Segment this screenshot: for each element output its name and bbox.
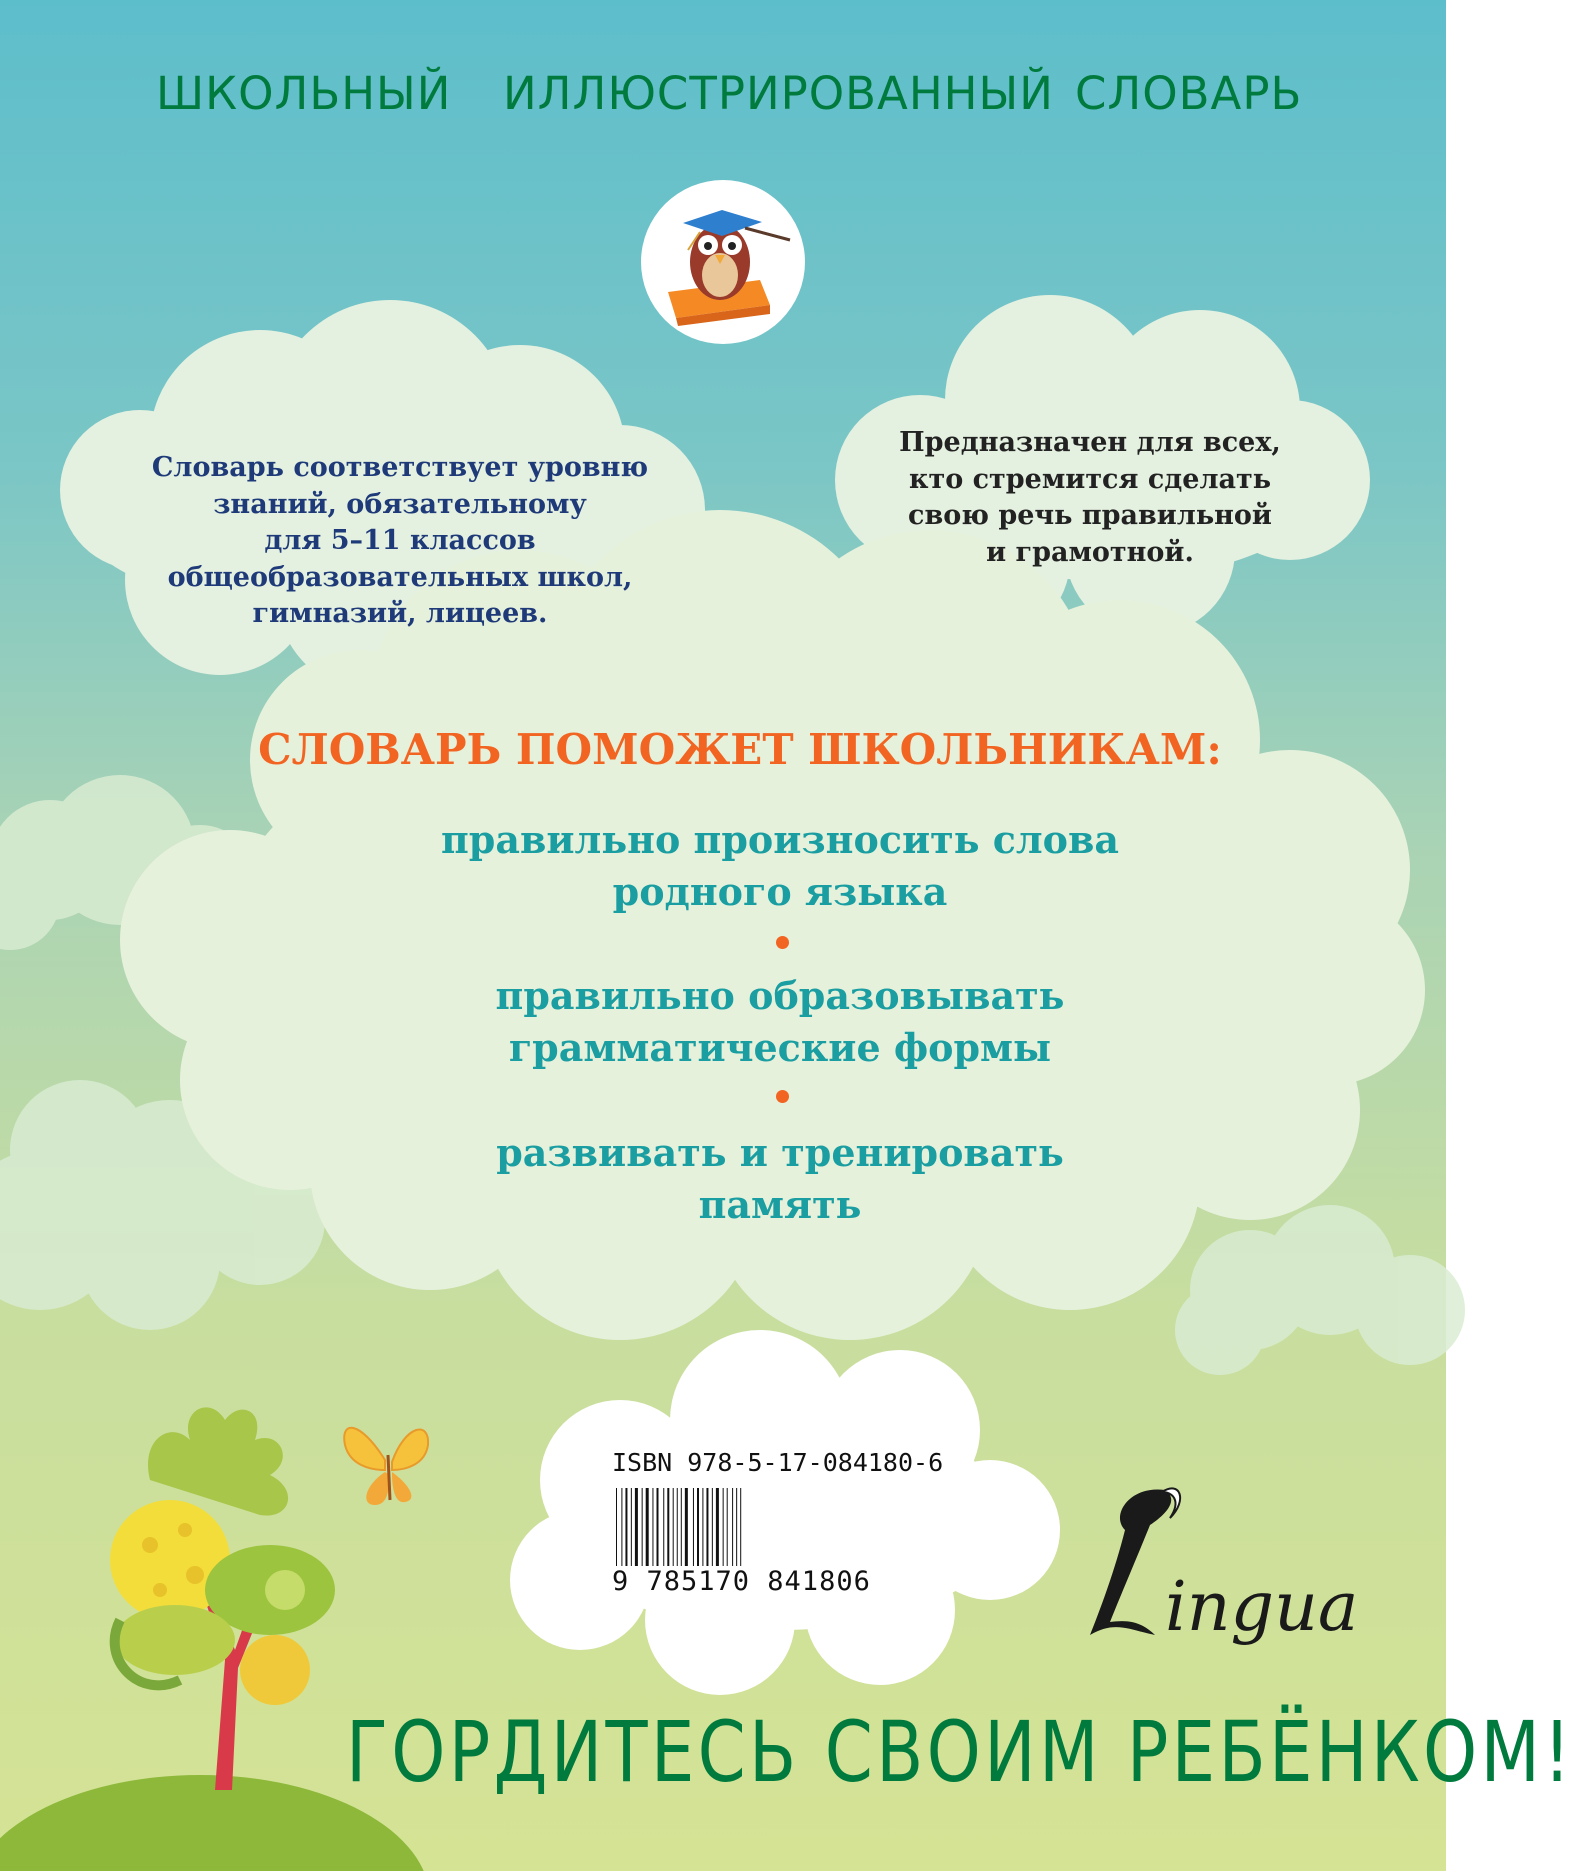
isbn-barcode — [612, 1448, 944, 1598]
note-line: знаний, обязательному — [213, 488, 587, 520]
barcode-bar — [706, 1488, 708, 1566]
barcode-bar — [621, 1488, 622, 1566]
cloud-note-left — [110, 450, 690, 633]
barcode-bar — [663, 1488, 664, 1566]
note-line: кто стремится сделать — [908, 463, 1272, 495]
note-line: Словарь соответствует уровню — [151, 452, 649, 483]
barcode-bar — [697, 1488, 699, 1566]
benefit-item — [330, 1127, 1230, 1231]
barcode-bar — [736, 1488, 737, 1566]
tree-illustration — [110, 1407, 335, 1790]
barcode-bar — [667, 1488, 669, 1566]
owl-emblem — [641, 180, 805, 344]
barcode-bar — [646, 1488, 649, 1566]
barcode-bar — [702, 1488, 703, 1566]
publisher-name: ingua — [1165, 1568, 1359, 1647]
note-line: свою речь правильной — [908, 500, 1272, 531]
barcode-bar — [616, 1488, 617, 1566]
note-line: общеобразовательных школ, — [167, 561, 633, 593]
series-word-school: ШКОЛЬНЫЙ — [156, 67, 452, 120]
butterfly-icon — [344, 1428, 428, 1505]
barcode-bar — [740, 1488, 741, 1566]
benefit-line: правильно произносить слова — [440, 817, 1120, 862]
barcode-bar — [727, 1488, 728, 1566]
barcode-bar — [716, 1488, 719, 1566]
benefit-item — [330, 970, 1230, 1074]
barcode-bar — [673, 1488, 674, 1566]
helps-heading: СЛОВАРЬ ПОМОЖЕТ ШКОЛЬНИКАМ: — [258, 725, 1222, 774]
barcode-digits: 9 785170 841806 — [612, 1566, 871, 1597]
cloud-note-right — [880, 425, 1300, 571]
bullet-dot — [776, 1090, 789, 1103]
barcode-bar — [631, 1488, 632, 1566]
benefit-line: грамматические формы — [508, 1025, 1052, 1070]
series-word-dictionary: СЛОВАРЬ — [1075, 67, 1303, 120]
barcode-bar — [652, 1488, 653, 1566]
note-line: и грамотной. — [986, 536, 1194, 568]
barcode-bar — [625, 1488, 627, 1566]
barcode-bar — [685, 1488, 688, 1566]
series-word-illustrated: ИЛЛЮСТРИРОВАННЫЙ — [503, 67, 1054, 120]
benefit-line: память — [698, 1182, 862, 1227]
barcode-bar — [681, 1488, 682, 1566]
barcode-bar — [712, 1488, 713, 1566]
barcode-bar — [693, 1488, 694, 1566]
publisher-logo-lingua — [1070, 1470, 1359, 1660]
barcode-bar — [657, 1488, 659, 1566]
barcode-bar — [635, 1488, 638, 1566]
note-line: гимназий, лицеев. — [252, 598, 548, 629]
benefit-line: родного языка — [612, 869, 948, 914]
isbn-text: ISBN 978-5-17-084180-6 — [612, 1448, 944, 1477]
barcode-bar — [723, 1488, 724, 1566]
barcode-bar — [642, 1488, 643, 1566]
benefit-line: развивать и тренировать — [496, 1130, 1064, 1175]
barcode-bars — [612, 1488, 912, 1568]
bullet-dot — [776, 936, 789, 949]
benefit-item — [330, 814, 1230, 918]
barcode-bar — [677, 1488, 678, 1566]
slogan: ГОРДИТЕСЬ СВОИМ РЕБЁНКОМ! — [346, 1703, 1574, 1801]
benefit-line: правильно образовывать — [495, 973, 1065, 1018]
note-line: Предназначен для всех, — [899, 427, 1281, 458]
barcode-bar — [732, 1488, 733, 1566]
note-line: для 5–11 классов — [264, 525, 536, 556]
